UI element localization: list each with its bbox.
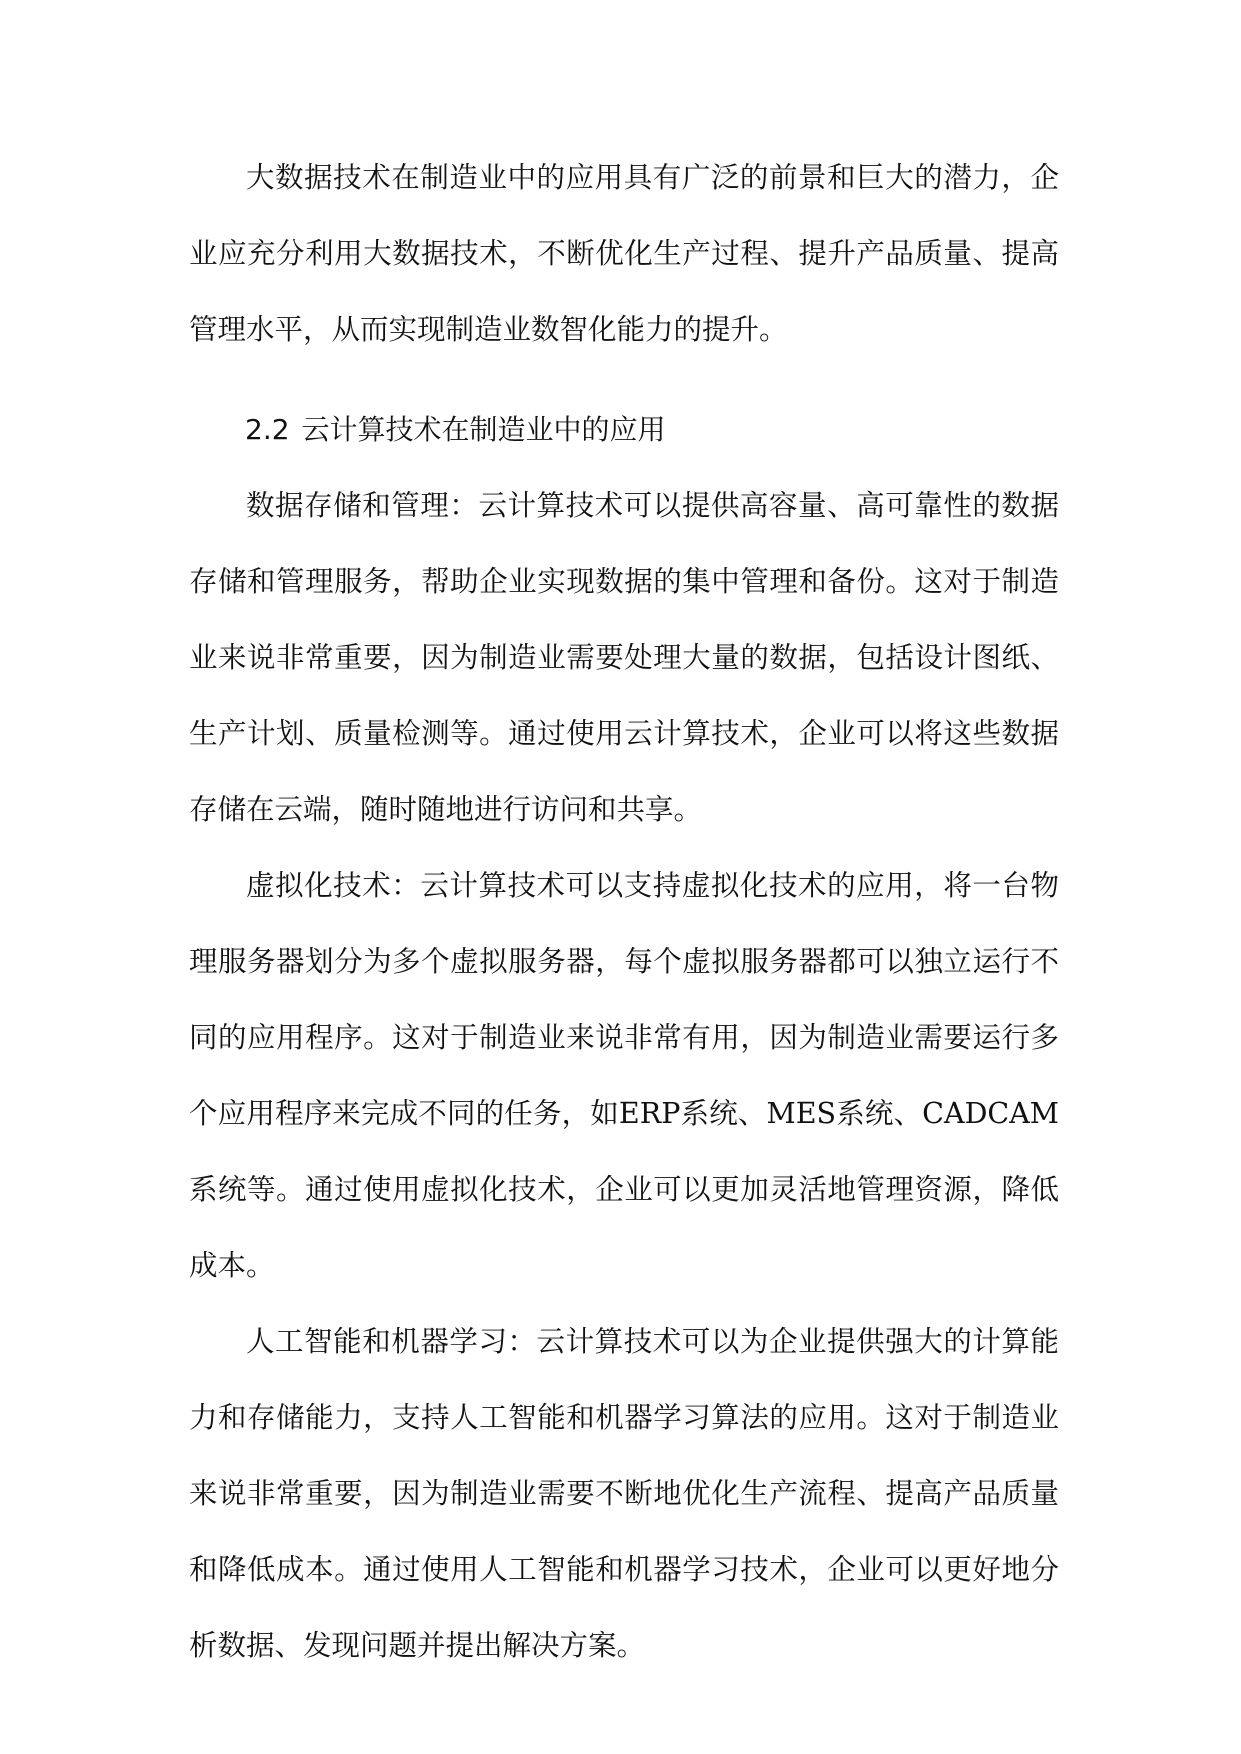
section-number: 2.2 [245,413,290,446]
paragraph-ai-ml: 人工智能和机器学习：云计算技术可以为企业提供强大的计算能力和存储能力，支持人工智能和机器学习算法的应用。这对于制造业来说非常重要，因为制造业需要不断地优化生产流程、提高产品质量和降低成本。通过使用人工智能和机器学习技术，企业可以更好地分析数据、发现问题并提出解决方案。 [189,1325,1059,1662]
paragraph-virtualization: 虚拟化技术：云计算技术可以支持虚拟化技术的应用，将一台物理服务器划分为多个虚拟服务器，每个虚拟服务器都可以独立运行不同的应用程序。这对于制造业来说非常有用，因为制造业需要运行多个应用程序来完成不同的任务，如ERP系统、MES系统、CADCAM系统等。通过使用虚拟化技术，企业可以更加灵活地管理资源，降低成本。 [189,869,1059,1282]
document-body [189,140,1059,1684]
section-heading [189,392,1059,468]
section-title: 云计算技术在制造业中的应用 [301,413,666,446]
paragraph-data-storage: 数据存储和管理：云计算技术可以提供高容量、高可靠性的数据存储和管理服务，帮助企业实现数据的集中管理和备份。这对于制造业来说非常重要，因为制造业需要处理大量的数据，包括设计图纸、生产计划、质量检测等。通过使用云计算技术，企业可以将这些数据存储在云端，随时随地进行访问和共享。 [189,489,1059,826]
paragraph-big-data-summary: 大数据技术在制造业中的应用具有广泛的前景和巨大的潜力，企业应充分利用大数据技术，不断优化生产过程、提升产品质量、提高管理水平，从而实现制造业数智化能力的提升。 [189,161,1059,346]
